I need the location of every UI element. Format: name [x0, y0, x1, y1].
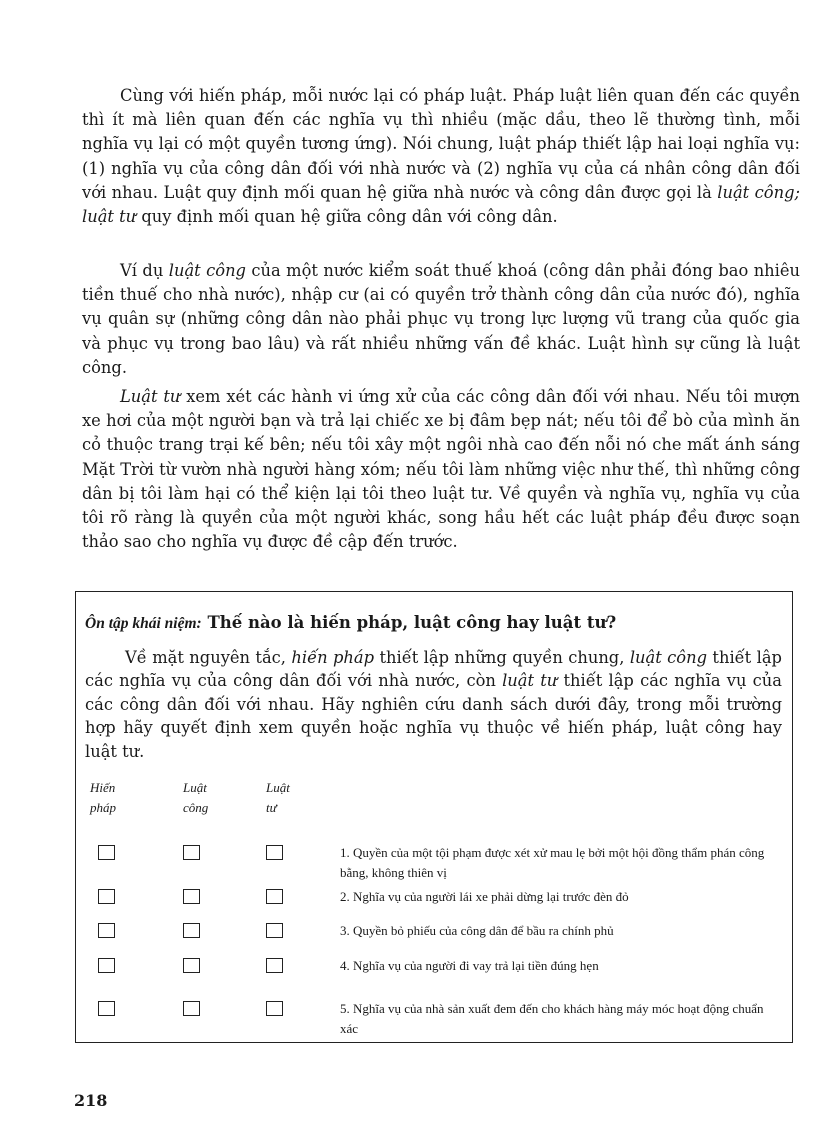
page-number: 218 — [74, 1091, 108, 1110]
term-public-law: luật công — [168, 261, 246, 280]
p2-text-end: của một nước kiểm soát thuế khoá (công dân phải đóng bao nhiêu tiền thuế cho nhà nước), nhập cư (ai có quyền trở thành công dân của nước đó), nghĩa vụ quân sự (những công dân nào phải phục vụ trong lực lượng vũ trang của quốc gia và phục vụ trong bao lâu) và rất nhiều những vấn đề khác. Luật hình sự cũng là luật công. — [82, 261, 800, 377]
checkbox-constitution[interactable] — [98, 958, 115, 973]
checkbox-constitution[interactable] — [98, 1001, 115, 1016]
term-public-law: luật công; — [717, 182, 800, 202]
review-item-text: 3. Quyền bỏ phiếu của công dân để bầu ra chính phủ — [340, 923, 614, 938]
review-item-text: 1. Quyền của một tội phạm được xét xử mau lẹ bởi một hội đồng thẩm phán công bằng, không thiên vị — [340, 845, 765, 880]
concept-review-box — [75, 591, 793, 1043]
checkbox-private-law[interactable] — [266, 889, 283, 904]
intro-text: thiết lập các nghĩa vụ của các công dân đối với nhau. Hãy nghiên cứu danh sách dưới đây, trong mỗi trường hợp hãy quyết định xem quyền hoặc nghĩa vụ thuộc về hiến pháp, luật công hay luật tư. — [85, 671, 782, 761]
column-header-line: pháp — [90, 800, 116, 815]
checkbox-constitution[interactable] — [98, 845, 115, 860]
column-header-line: công — [183, 800, 209, 815]
checkbox-public-law[interactable] — [183, 958, 200, 973]
checkbox-public-law[interactable] — [183, 889, 200, 904]
term-public-law: luật công — [629, 648, 708, 667]
p2-text: Ví dụ — [120, 261, 169, 280]
checkbox-constitution[interactable] — [98, 923, 115, 938]
review-item-text: 2. Nghĩa vụ của người lái xe phải dừng lại trước đèn đỏ — [340, 889, 629, 904]
checkbox-public-law[interactable] — [183, 923, 200, 938]
review-question: Thế nào là hiến pháp, luật công hay luật tư? — [201, 613, 617, 632]
review-item-text: 5. Nghĩa vụ của nhà sản xuất đem đến cho khách hàng máy móc hoạt động chuẩn xác — [340, 1001, 764, 1036]
p1-text-end: quy định mối quan hệ giữa công dân với công dân. — [136, 207, 558, 227]
review-intro — [85, 646, 782, 763]
checkbox-private-law[interactable] — [266, 1001, 283, 1016]
checkbox-constitution[interactable] — [98, 889, 115, 904]
column-header-line: tư — [266, 800, 277, 815]
column-header-line: Luật — [266, 780, 290, 795]
checkbox-private-law[interactable] — [266, 845, 283, 860]
paragraph-public-law-examples — [82, 259, 800, 380]
checkbox-private-law[interactable] — [266, 923, 283, 938]
paragraph-private-law — [82, 385, 800, 554]
checkbox-public-law[interactable] — [183, 1001, 200, 1016]
review-item-text: 4. Nghĩa vụ của người đi vay trả lại tiền đúng hẹn — [340, 958, 599, 973]
p3-text: xem xét các hành vi ứng xử của các công dân đối với nhau. Nếu tôi mượn xe hơi của một người bạn và trả lại chiếc xe bị đâm bẹp nát; nếu tôi để bò của mình ăn cỏ thuộc trang trại kế bên; nếu tôi xây một ngôi nhà cao đến nỗi nó che mất ánh sáng Mặt Trời từ vườn nhà người hàng xóm; nếu tôi làm những việc như thế, thì những công dân bị tôi làm hại có thể kiện lại tôi theo luật tư. Về quyền và nghĩa vụ, nghĩa vụ của tôi rõ ràng là quyền của một người khác, song hầu hết các luật pháp đều được soạn thảo sao cho nghĩa vụ được đề cập đến trước. — [82, 387, 800, 552]
p1-text: Cùng với hiến pháp, mỗi nước lại có pháp luật. Pháp luật liên quan đến các quyền thì ít mà liên quan đến các nghĩa vụ thì nhiều (mặc dầu, theo lẽ thường tình, mỗi nghĩa vụ lại có một quyền tương ứng). Nói chung, luật pháp thiết lập hai loại nghĩa vụ: (1) nghĩa vụ của công dân đối với nhà nước và (2) nghĩa vụ của cá nhân công dân đối với nhau. Luật quy định mối quan hệ giữa nhà nước và công dân được gọi là — [82, 86, 800, 202]
term-private-law: luật tư — [502, 671, 558, 691]
paragraph-public-private-law — [82, 84, 800, 229]
term-private-law: luật tư — [82, 207, 137, 227]
column-header-line: Hiến — [90, 780, 116, 795]
column-header-line: Luật — [183, 780, 207, 795]
checkbox-private-law[interactable] — [266, 958, 283, 973]
column-header-public-law — [183, 778, 208, 818]
term-private-law: Luật tư — [120, 387, 181, 406]
column-header-private-law — [266, 778, 290, 818]
checkbox-public-law[interactable] — [183, 845, 200, 860]
term-constitution: hiến pháp — [291, 648, 375, 667]
review-label: Ôn tập khái niệm: — [85, 615, 202, 632]
intro-text: thiết lập các nghĩa vụ của công dân đối với nhà nước, còn — [85, 648, 782, 691]
intro-text: Về mặt nguyên tắc, — [125, 648, 292, 667]
review-box-title — [85, 613, 785, 633]
intro-text: thiết lập những quyền chung, — [374, 648, 630, 667]
column-header-constitution — [90, 778, 116, 818]
